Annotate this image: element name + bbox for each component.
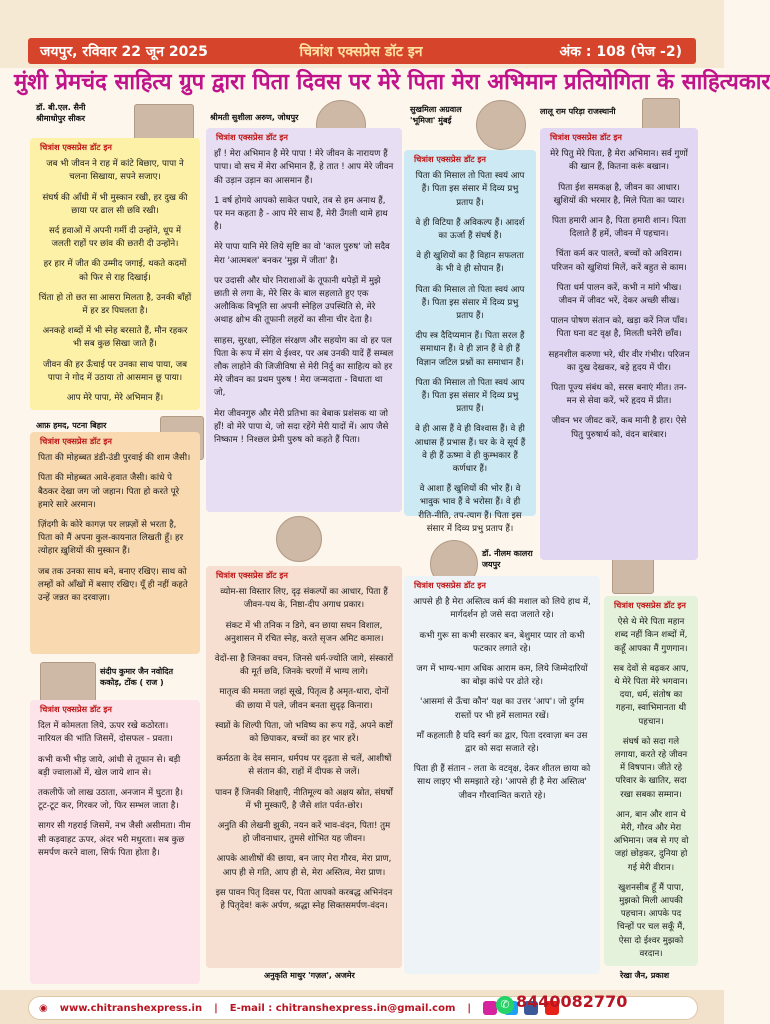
poem-box-6: [30, 700, 200, 984]
author-1: डॉ. बी.एल. सैनी श्रीमाधोपुर सीकर: [36, 103, 86, 123]
poem-stanza: पिता की मिसाल तो पिता स्वयं आप हैं। पिता इस संसार में दिव्य प्रभु प्रताप हैं।: [415, 284, 525, 322]
poem-stanza: पिता धर्म पालन करें, कभी न मांगे भीख। जीवन में जीवट भरें, देकर अच्छी सीख।: [556, 282, 682, 307]
author-photo-7: [276, 516, 322, 562]
poem-stanza: माँ कहलाती है यदि स्वर्ग का द्वार, पिता दरवाज़ा बन उस द्वार को सदा सजाते रहे।: [416, 730, 588, 755]
author-6: संदीप कुमार जैन नवोदित ककोड़, टोंक ( राज ): [100, 667, 174, 687]
author-4: लालू राम परिड़ा राजस्थानी: [540, 107, 616, 116]
header-date: जयपुर, रविवार 22 जून 2025: [40, 43, 208, 60]
header-issue: अंक : 108 (पेज -2): [559, 43, 682, 60]
poem-stanza: हाँ ! मेरा अभिमान है मेरे पापा ! मेरे जीवन के नारायण हैं पापा। वो सच में मेरा अभिमान हैं, हे तात ! आप मेरे जीवन की उड़ान उड़ान का आसमान हैं।: [214, 149, 394, 186]
poem-stanza: साहस, सुरक्षा, स्नेहिल संरक्षण और सहयोग का वो हर पल पिता के रूप में संग थे ईश्वर, पर अब उनकी यादें हैं सम्बल लौक लाहोने की जिजीविषा से मेरी निर्दु का साहित्य को हर मेरे जीवन का प्रथम पुरुष ! मेरा जन्मदाता - विधाता था जो,: [214, 335, 394, 399]
footer-separator: |: [467, 1002, 472, 1014]
page-headline: मुंशी प्रेमचंद साहित्य ग्रुप द्वारा पिता दिवस पर मेरे पिता मेरा अभिमान प्रतियोगिता के साहित्यकार: [14, 70, 770, 95]
poem-stanza: जीवन की हर ऊँचाई पर उनका साथ पाया, जब पापा ने गोद में उठाया तो आसमान छू पाया।: [42, 359, 188, 383]
globe-icon: ◉: [39, 1002, 48, 1014]
brand-tag: चित्रांश एक्सप्रेस डॉट इन: [216, 132, 288, 142]
poem-stanza: मातृत्व की ममता जहां सूखे, पितृत्व है अमृत-धारा, दोनों की छाया में पले, जीवन बनता सुदृढ़ किनारा।: [219, 687, 389, 711]
poem-stanza: दीप स्त्र दैदिप्यमान हैं। पिता सरल हैं समाधान हैं। वे ही ज्ञान हैं वे ही हैं विज्ञान जटिल प्रश्नों का समाधान हैं।: [415, 331, 525, 368]
footer-email[interactable]: E-mail : chitranshexpress.in@gmail.com: [229, 1002, 456, 1014]
poem-stanza: कभी गुरू सा कभी सरकार बन, बेशुमार प्यार तो कभी फटकार लगाते रहे।: [419, 630, 585, 654]
poem-stanza: संकट में भी तनिक न डिगे, बन छाया सघन विशाल, अनुशासन में रचित स्नेह, करते सृजन अमिट कमाल।: [224, 620, 384, 644]
poem-box-3: [404, 150, 536, 534]
poem-stanza: सर्द हवाओं में अपनी गर्मी दी उन्होंने, धूप में जलती राहों पर छांव की छतरी दी उन्होंने।: [48, 226, 182, 250]
poem-box-1: [30, 138, 200, 410]
poem-stanza: पिता की मिसाल तो पिता स्वयं आप हैं। पिता इस संसार में दिव्य प्रभु प्रताप हैं।: [415, 377, 525, 415]
poem-stanza: पिता पूज्य संबंध को, सरस बनाएं मीत। तन-मन से सेवा करें, भरें हृदय में प्रीत।: [551, 383, 687, 407]
brand-tag: चित्रांश एक्सप्रेस डॉट इन: [40, 704, 112, 714]
author-7: डॉ. नीलम कालरा जयपुर: [482, 549, 533, 569]
brand-tag: चित्रांश एक्सप्रेस डॉट इन: [414, 154, 486, 164]
poem-stanza: सागर सी गहराई जिसमें, नभ जैसी असीमता। नीम सी कड़वाहट ऊपर, अंदर भरी मधुरता। सब कुछ समर्पण करने वाला, सिर्फ पिता होता है।: [38, 821, 191, 858]
poem-box-7: [404, 576, 600, 974]
poem-stanza: 1 वर्ष होगये आपको साकेत पधारे, तब से हम अनाथ हैं, पर मन कहता है - आप मेरे साथ हैं, मेरी उँगली थामे हाथ है।: [214, 195, 388, 233]
author-8: अनुकृति माथुर 'गज़ल', अजमेर: [264, 971, 355, 980]
poem-stanza: ज़िंदगी के कोरे कागज़ पर लफ़्ज़ों से भरता है, पिता को मैं अपना कुल-कायनात लिखती हूँ। हर त्योहार ख़ुशियों की मुस्कान हैं।: [38, 520, 184, 557]
poem-stanza: अनकहे शब्दों में भी स्नेह बरसाते हैं, मौन रहकर भी सब कुछ सिखा जाते हैं।: [42, 326, 188, 350]
poem-stanza: चिंता हो तो छत सा आसरा मिलता है, उनकी बाँहों में हर डर पिघलता है।: [38, 292, 192, 317]
brand-tag: चित्रांश एक्सप्रेस डॉट इन: [550, 132, 622, 142]
poem-stanza: पावन हैं जिनकी शिक्षाएँ, नीतिमूल्य को अक्षय स्रोत, संघर्षों में भी मुस्काएँ, है जैसे शांत पर्वत-छोर।: [215, 787, 393, 811]
poem-stanza: स्वप्नों के शिल्पी पिता, जो भविष्य का रूप गढ़ें, अपने कष्टों को छिपाकर, बच्चों का हर भार हरें।: [215, 720, 393, 745]
instagram-icon[interactable]: [483, 1001, 497, 1015]
brand-tag: चित्रांश एक्सप्रेस डॉट इन: [40, 142, 112, 152]
poem-stanza: 'आसमां से ऊँचा कौन' यक्ष का उत्तर 'आप'। जो दुर्गम रास्तों पर भी हमें सलामत रखें।: [419, 697, 585, 721]
poem-stanza: पिता की मिसाल तो पिता स्वयं आप हैं। पिता इस संसार में दिव्य प्रभु प्रताप हैं।: [415, 171, 525, 208]
poem-box-5: [30, 432, 200, 654]
poem-stanza: वेदों-सा है जिनका वचन, जिनसे धर्म-ज्योति जागे, संस्कारों की मूर्त छवि, जिनके चरणों में भाग्य लागे।: [214, 654, 394, 678]
poem-stanza: मेरे पितु मेरे पिता, है मेरा अभिमान। सर्व गुणों की खान हैं, कितना करूं बखान।: [550, 149, 688, 173]
poem-stanza: व्योम-सा विस्तार लिए, दृढ़ संकल्पों का आधार, पिता हैं जीवन-पथ के, निष्ठा-दीप अगाध प्रकार।: [220, 587, 388, 611]
footer-website[interactable]: www.chitranshexpress.in: [59, 1002, 203, 1014]
poem-stanza: पिता ही हैं संतान - लता के वटवृक्ष, देकर शीतल छाया को साथ लाइए भी समझाते रहे। 'आपसे ही है मेरा अस्तित्व' जीवन गौरवान्वित कराते रहे।: [413, 764, 591, 801]
brand-tag: चित्रांश एक्सप्रेस डॉट इन: [414, 580, 486, 590]
poem-stanza: पालन पोषण संतान को, खड़ा करें निज पाँव। पिता घना वट वृक्ष है, मिलती घनेरी छाँव।: [550, 316, 688, 340]
brand-tag: चित्रांश एक्सप्रेस डॉट इन: [40, 436, 112, 446]
footer-phone[interactable]: 8440082770: [516, 992, 628, 1011]
poem-stanza: मेरा जीवनगुरु और मेरी प्रतिभा का बेबाक प्रशंसक था जो हाँ! वो मेरे पापा थे, जो सदा रहेंगे मेरी यादों में। आप जैसे निष्काम ! निश्छल प्रेमी पुरुष को कहते हैं पिता।: [214, 408, 389, 446]
poem-stanza: पर उदासी और घोर निराशाओं के तूफानी थपेड़ों में मुझे छाती से लगा के, मेरे सिर के बाल सहलाते हुए एक अलौकिक विभूति सा अपनी स्नेहिल उपस्थिति से, मेरे अथाह क्षोभ की तूफानी लहरों का सीना चीर देता है।: [214, 275, 381, 326]
poem-stanza: कर्मठता के देव समान, धर्मपथ पर दृढ़ता से चलें, आशीषों से संतान की, राहों में दीपक से जलें।: [216, 754, 392, 778]
poem-box-2: [206, 128, 402, 512]
poem-stanza: संघर्ष को सदा गले लगाया, करते रहे जीवन में विषपान। जीते रहे परिवार के खातिर, सदा रखा सबका सम्मान।: [614, 736, 688, 800]
poem-stanza: जग में भाग्य-भाग अधिक आराम कम, लिये जिम्मेदारियों का बोझ कांधे पर ढोते रहे।: [416, 664, 588, 688]
poem-stanza: ऐसे थे मेरे पिता महान शब्द नहीं किन शब्दों में, कहूँ आपका मैं गुणगान।: [614, 617, 688, 654]
poem-stanza: इस पावन पितृ दिवस पर, पिता आपको करबद्ध अभिनंदन हे पितृदेव! करूं अर्पण, श्रद्धा स्नेह सिक्तसमर्पण-वंदन।: [215, 887, 393, 912]
whatsapp-icon[interactable]: ✆: [496, 996, 514, 1014]
poem-stanza: कभी कभी भीड़ जाये, आंधी से तूफान से। बड़ी बड़ी ज्वालाओं में, खेल जाये शान से।: [38, 754, 181, 778]
poem-stanza: मेरे पापा यानि मेरे लिये सृष्टि का वो 'काल पुरुष' जो सदैव मेरा 'आत्मबल' बनकर 'मुझ में जीता' है।: [214, 242, 390, 266]
poem-stanza: जब भी जीवन ने राह में कांटे बिछाए, पापा ने चलना सिखाया, सपने सजाए।: [46, 159, 184, 183]
poem-stanza: जब तक उनका साथ बने, बनाए रखिए। साथ को लम्हों को आँखों में बसाए रखिए। यूँ ही नहीं कहते उन्हें जन्नत का दरवाज़ा।: [38, 566, 188, 604]
poem-stanza: चिंता कर्म कर पालते, बच्चों को अविराम। परिजन को खुशियां मिलें, करें बहुत से काम।: [551, 249, 687, 273]
poem-stanza: वे ही आस हैं वे ही विश्वास हैं। वे ही आधास हैं प्रभास हैं। घर के वे सूर्य हैं वे ही हैं ऊष्मा वे ही कुम्भकार हैं कर्णधार हैं।: [414, 424, 526, 475]
brand-tag: चित्रांश एक्सप्रेस डॉट इन: [614, 600, 686, 610]
poem-box-4: [540, 128, 698, 560]
footer-separator: |: [214, 1002, 218, 1014]
poem-stanza: आन, बान और शान थे मेरी, गौरव और मेरा अभिमान। जब से गए वो जहां छोड़कर, दुनिया हो गई मेरी वीरान।: [613, 809, 689, 873]
poem-stanza: खुशनसीब हूँ मैं पापा, मुझको मिली आपकी पहचान। आपके पद चिन्हों पर चल सकूँ मैं, ऐसा दो ईश्वर मुझको वरदान।: [617, 882, 685, 959]
poem-stanza: आप मेरे पापा, मेरे अभिमान हैं।: [66, 393, 164, 404]
poem-stanza: अनुति की लेखनी झुकी, नयन करें भाव-वंदन, पिता! तुम हो जीवनाधार, तुमसे शोभित यह जीवन।: [217, 821, 391, 845]
brand-tag: चित्रांश एक्सप्रेस डॉट इन: [216, 570, 288, 580]
poem-stanza: वे आशा हैं खुशियों की भोर हैं। वे भावुक भाव हैं वे भरोसा हैं। वे ही रीति-नीति, तप-त्याग हैं। पिता इस संसार में दिव्य प्रभु प्रताप हैं।: [418, 484, 522, 534]
author-2: श्रीमती सुशीला अरुण, जोधपुर: [210, 113, 299, 122]
poem-box-9: [604, 596, 698, 966]
poem-stanza: तकलीफें जो लाख उठाता, अनजान में घुटता है। टूट-टूट कर, गिरकर जो, फिर सम्भल जाता है।: [38, 788, 183, 812]
poem-stanza: पिता ईश समकक्ष है, जीवन का आधार। खुशियों की भरमार है, मिले पिता का प्यार।: [553, 182, 685, 206]
poem-stanza: आपके आशीषों की छाया, बन जाए मेरा गौरव, मेरा प्राण, आप ही से गति, आप ही से, मेरा अस्तित्व, मेरा प्राण।: [216, 854, 392, 878]
poem-stanza: आपसे ही है मेरा अस्तित्व कर्म की मशाल को लिये हाथ में, मार्गदर्शन हो जसे सदा जलाते रहे।: [413, 597, 591, 621]
author-photo-3: [476, 100, 526, 150]
poem-stanza: जीवन भर जीवट करें, कब मानी है हार। ऐसे पितु पुरुषार्थ को, वंदन बारंबार।: [551, 416, 687, 440]
poem-box-8: [206, 566, 402, 968]
author-3: सुखमिला अग्रवाल 'भूमिजा' मुंबई: [410, 105, 462, 125]
poem-stanza: वे ही खुशियों का हैं विहान सफलता के भी वे ही सोपान हैं।: [416, 251, 524, 275]
author-5: आफ़ हमद, पटना बिहार: [36, 421, 107, 430]
poem-stanza: संघर्ष की आँधी में भी मुस्कान रखी, हर दुख की छाया पर ढाल सी छवि रखी।: [42, 192, 188, 216]
poem-stanza: सब देवों से बढ़कर आप, थे मेरे पिता मेरे भगवान। दया, धर्म, संतोष का गहना, स्वाभिमानता थी पहचान।: [613, 663, 689, 727]
page-header: [28, 38, 696, 64]
poem-stanza: वे ही विटिया हैं अविकल्प हैं। आदर्श का ऊर्जा हैं संघर्ष हैं।: [415, 217, 525, 242]
poem-stanza: पिता की मोहब्बत डंडी-उंडी पुरवाई की शाम जैसी।: [38, 453, 191, 464]
author-9: रेखा जैन, प्रकाश: [620, 971, 670, 980]
header-brand: चित्रांश एक्सप्रेस डॉट इन: [299, 43, 423, 60]
poem-stanza: दिल में कोमलता लिये, ऊपर रखे कठोरता। नारियल की भांति जिसमें, दोसफल - प्रवता।: [38, 721, 173, 745]
poem-stanza: हर हार में जीत की उम्मीद जगाई, थकते कदमों को फिर से राह दिखाई।: [43, 259, 187, 283]
poem-stanza: पिता की मोहब्बत आवे-हवात जैसी। कांधे पे बैठकर देखा जग जो जहान। पिता हो करते पूरे हमारे सारे अरमान।: [38, 473, 180, 510]
poem-stanza: सहनशील करुणा भरे, धीर वीर गंभीर। परिजन का दुख देखकर, बड़े हृदय में पीर।: [548, 349, 690, 373]
poem-stanza: पिता हमारी आन है, पिता हमारी शान। पिता दिलाते हैं हमें, जीवन में पहचान।: [551, 216, 687, 240]
